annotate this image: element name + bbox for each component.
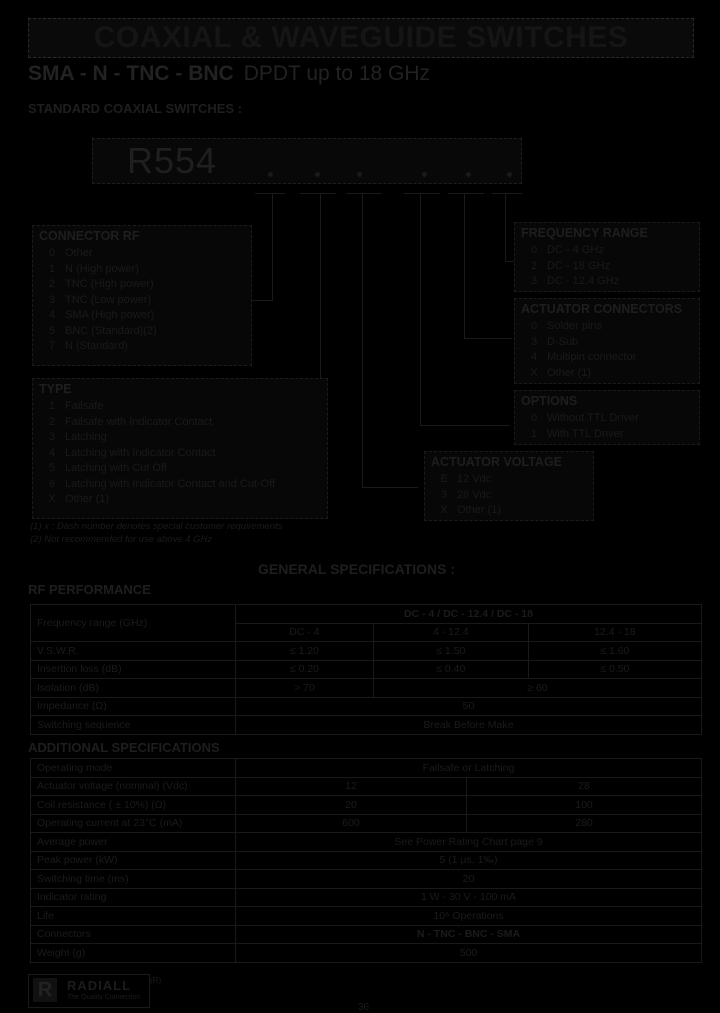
table-cell: Actuator voltage (nominal) (Vdc): [31, 777, 236, 796]
list-item: 0 Without TTL Driver: [530, 412, 639, 424]
list-item: 1 With TTL Driver: [530, 427, 624, 440]
table-cell: 100: [467, 796, 702, 815]
radiall-logo-icon: R: [33, 978, 57, 1002]
table-cell: Break Before Make: [236, 716, 702, 735]
code-slot-6: [507, 172, 512, 177]
options-title: OPTIONS: [521, 394, 578, 408]
subtitle-connectors: SMA - N - TNC - BNC: [28, 62, 234, 85]
leader-voltage-v: [362, 193, 363, 487]
table-cell: Peak power (kW): [31, 851, 236, 870]
page-title: COAXIAL & WAVEGUIDE SWITCHES: [28, 18, 694, 58]
slot-underline-2: [300, 193, 336, 194]
table-cell: 500: [236, 944, 702, 963]
table-cell: Weight (g): [31, 944, 236, 963]
list-item: 3 28 Vdc: [440, 488, 492, 501]
list-item: 3 D-Sub: [530, 335, 579, 348]
table-cell: Switching time (ms): [31, 870, 236, 889]
list-item: 0 Other: [48, 247, 93, 259]
standard-section-heading: STANDARD COAXIAL SWITCHES :: [28, 101, 243, 116]
table-row: [31, 642, 702, 661]
table-cell: ≤ 1.20: [236, 642, 374, 661]
actuator-voltage-title: ACTUATOR VOLTAGE: [431, 455, 563, 469]
frequency-range-block: [514, 222, 700, 292]
code-slot-5: [466, 172, 471, 177]
table-cell: 20: [236, 870, 702, 889]
table-cell: Switching sequence: [31, 716, 236, 735]
leader-options-h: [420, 425, 510, 426]
table-cell: ≤ 1.60: [528, 642, 701, 661]
table-row: [31, 605, 702, 624]
code-slot-4: [422, 172, 427, 177]
registered-mark: (R): [150, 976, 162, 985]
slot-underline-6: [492, 193, 522, 194]
rf-performance-heading: RF PERFORMANCE: [28, 582, 151, 597]
leader-actuator-conn-h: [464, 338, 512, 339]
table-cell: 20: [236, 796, 467, 815]
radiall-logo: [28, 974, 150, 1008]
table-row: [31, 833, 702, 852]
table-cell: ≤ 1.50: [373, 642, 528, 661]
code-slot-3: [357, 172, 362, 177]
code-slot-2: [315, 172, 320, 177]
leader-connector-v: [272, 193, 273, 300]
list-item: 5 BNC (Standard)(2): [48, 324, 157, 337]
table-cell: 50: [236, 697, 702, 716]
table-row: [31, 814, 702, 833]
brand-tagline: The Quality Connection: [67, 994, 141, 1001]
list-item: 5 Latching with Cut Off: [48, 462, 167, 474]
table-cell: Frequency range (GHz): [31, 605, 236, 642]
part-number: R554: [127, 140, 218, 181]
slot-underline-4: [404, 193, 440, 194]
list-item: 3 Latching: [48, 431, 107, 443]
table-cell: 12: [236, 777, 467, 796]
table-cell: Operating mode: [31, 759, 236, 778]
additional-specs-table: [30, 758, 702, 963]
slot-underline-5: [448, 193, 484, 194]
table-cell: 280: [467, 814, 702, 833]
list-item: 3 TNC (Low power): [48, 293, 152, 306]
subtitle-description: DPDT up to 18 GHz: [243, 62, 431, 85]
list-item: 7 N (Standard): [48, 340, 128, 352]
page-number: 36: [358, 1002, 370, 1013]
table-cell: 600: [236, 814, 467, 833]
slot-underline-3: [346, 193, 382, 194]
table-cell: 1 W - 30 V - 100 mA: [236, 888, 702, 907]
table-cell: ≥ 60: [373, 679, 701, 698]
table-cell: Indicator rating: [31, 888, 236, 907]
table-cell: DC - 4 / DC - 12.4 / DC - 18: [236, 605, 702, 624]
table-row: [31, 925, 702, 944]
table-cell: Coil resistance ( ± 10%) (Ω): [31, 796, 236, 815]
table-cell: Insertion loss (dB): [31, 660, 236, 679]
actuator-voltage-block: [424, 451, 594, 521]
code-slot-1: [268, 172, 273, 177]
table-row: [31, 679, 702, 698]
page-subtitle: [28, 62, 430, 86]
footnote-2: (2) Not recommended for use above 4 GHz: [30, 534, 213, 545]
general-specs-heading: GENERAL SPECIFICATIONS :: [258, 561, 456, 577]
list-item: 1 N (High power): [48, 262, 139, 275]
list-item: E 12 Vdc: [440, 473, 492, 485]
table-row: [31, 944, 702, 963]
table-cell: Operating current at 23°C (mA): [31, 814, 236, 833]
table-cell: > 70: [236, 679, 374, 698]
list-item: 6 Latching with Indicator Contact and Cut-Off: [48, 477, 276, 490]
options-block: [514, 390, 700, 445]
table-cell: Average power: [31, 833, 236, 852]
table-row: [31, 851, 702, 870]
type-title: TYPE: [39, 382, 72, 396]
table-cell: Failsafe or Latching: [236, 759, 702, 778]
connector-rf-block: [32, 225, 252, 366]
brand-name: RADIALL: [67, 978, 132, 993]
table-cell: ≤ 0.40: [373, 660, 528, 679]
list-item: 2 DC - 18 GHz: [530, 259, 610, 272]
table-row: [31, 660, 702, 679]
table-row: [31, 759, 702, 778]
leader-actuator-conn-v: [464, 193, 465, 338]
table-cell: Connectors: [31, 925, 236, 944]
list-item: X Other (1): [48, 493, 110, 505]
table-cell: 10⁶ Operations: [236, 907, 702, 926]
leader-voltage-h: [362, 487, 418, 488]
list-item: X Other (1): [440, 504, 502, 516]
table-cell: ≤ 0.20: [236, 660, 374, 679]
table-cell: Impedance (Ω): [31, 697, 236, 716]
table-cell: N - TNC - BNC - SMA: [236, 925, 702, 944]
table-cell: ≤ 0.50: [528, 660, 701, 679]
table-row: [31, 796, 702, 815]
table-cell: 4 - 12.4: [373, 623, 528, 642]
table-row: [31, 888, 702, 907]
slot-underline-1: [255, 193, 285, 194]
table-cell: See Power Rating Chart page 9: [236, 833, 702, 852]
frequency-range-title: FREQUENCY RANGE: [521, 226, 648, 240]
table-cell: Life: [31, 907, 236, 926]
list-item: 3 DC - 12.4 GHz: [530, 275, 620, 287]
table-row: [31, 697, 702, 716]
actuator-connectors-block: [514, 298, 700, 384]
leader-options-v: [420, 193, 421, 425]
table-cell: Isolation (dB): [31, 679, 236, 698]
table-cell: V.S.W.R.: [31, 642, 236, 661]
table-cell: 5 (1 µs, 1‰): [236, 851, 702, 870]
connector-rf-title: CONNECTOR RF: [39, 229, 140, 243]
list-item: 0 Solder pins: [530, 320, 603, 332]
list-item: X Other (1): [530, 366, 592, 379]
rf-performance-table: [30, 604, 702, 735]
table-cell: DC - 4: [236, 623, 374, 642]
list-item: 2 TNC (High power): [48, 278, 154, 290]
footnote-1: (1) x : Dash number denotes special customer requirements: [30, 521, 283, 532]
table-row: [31, 907, 702, 926]
additional-specs-heading: ADDITIONAL SPECIFICATIONS: [28, 740, 220, 755]
list-item: 4 Latching with Indicator Contact: [48, 446, 216, 459]
list-item: 1 Failsafe: [48, 400, 104, 412]
list-item: 4 Multipin connector: [530, 351, 637, 363]
type-block: [32, 378, 328, 519]
footnotes: [30, 520, 282, 546]
list-item: 0 DC - 4 GHz: [530, 244, 604, 256]
table-row: [31, 777, 702, 796]
table-row: [31, 870, 702, 889]
list-item: 4 SMA (High power): [48, 309, 155, 321]
list-item: 2 Failsafe with Indicator Contact: [48, 415, 213, 428]
leader-frequency-v: [505, 193, 506, 261]
table-row: [31, 716, 702, 735]
actuator-connectors-title: ACTUATOR CONNECTORS: [521, 302, 683, 316]
table-cell: 28: [467, 777, 702, 796]
table-cell: 12.4 - 18: [528, 623, 701, 642]
